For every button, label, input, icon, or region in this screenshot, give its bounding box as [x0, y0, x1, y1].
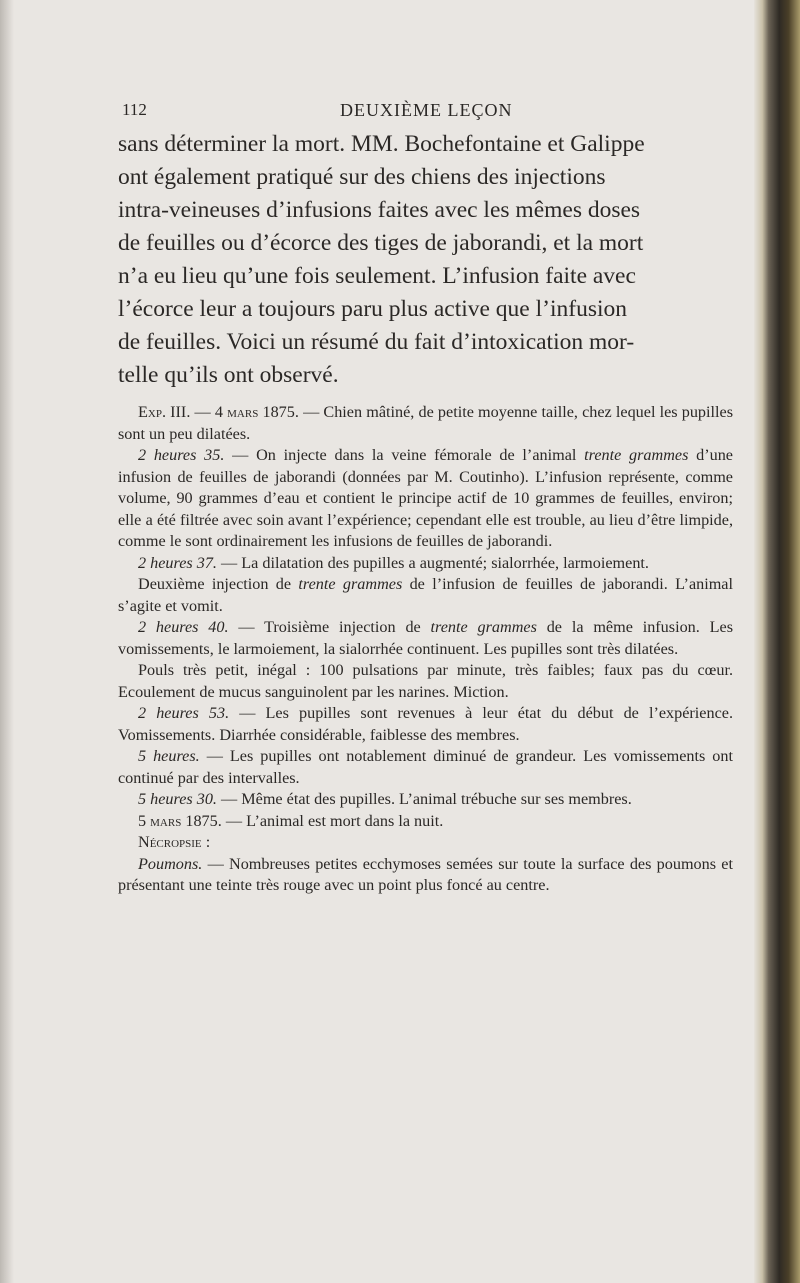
- intro-line: telle qu’ils ont observé.: [118, 362, 339, 388]
- paragraph-text: — Nombreuses petites ecchymoses semées sur toute la surface des poumons et présentant une teinte très rouge avec un point plus foncé au centre.: [118, 854, 733, 894]
- paragraph-text: — Troisième injection de: [228, 618, 431, 636]
- report-paragraph: [118, 617, 733, 660]
- intro-line: de feuilles. Voici un résumé du fait d’intoxication mor-: [118, 329, 635, 355]
- report-paragraph: [118, 660, 733, 703]
- paragraph-text: — Chien mâtiné, de petite moyenne taille, chez lequel les pupilles sont un peu dilatées.: [118, 403, 734, 443]
- emphasis: Poumons.: [138, 854, 203, 873]
- intro-line: n’a eu lieu qu’une fois seulement. L’infusion faite avec: [118, 263, 636, 289]
- intro-line: sans déterminer la mort. MM. Bochefontaine et Galippe: [118, 131, 645, 157]
- report-paragraph: [118, 553, 733, 575]
- report-paragraph: [118, 789, 733, 811]
- page-gutter-shadow: [0, 0, 14, 1283]
- paragraph-text: — Même état des pupilles. L’animal trébuche sur ses membres.: [216, 790, 632, 808]
- paragraph-text: Deuxième injection de: [138, 575, 299, 593]
- paragraph-text: — Les pupilles ont notablement diminué de grandeur. Les vomissements ont continué par des intervalles.: [118, 747, 733, 787]
- time-label: 5 heures 30.: [138, 790, 217, 808]
- running-head: DEUXIÈME LEÇON: [340, 100, 513, 120]
- report-paragraph: [118, 811, 733, 833]
- page-header: [118, 100, 733, 124]
- report-paragraph: [118, 445, 733, 553]
- paragraph-text: Pouls très petit, inégal : 100 pulsations par minute, très faibles; faux pas du cœur. Ecoulement de mucus sanguinolent par les narines. Miction.: [118, 661, 733, 701]
- time-label: 2 heures 35.: [138, 446, 225, 464]
- paragraph-text: — La dilatation des pupilles a augmenté; sialorrhée, larmoiement.: [216, 553, 649, 572]
- paragraph-text: — L’animal est mort dans la nuit.: [221, 811, 444, 830]
- paragraph-text: de l’infusion de feuilles de jaborandi. L’animal s’agite et vomit.: [118, 575, 733, 615]
- intro-line: ont également pratiqué sur des chiens des injections: [118, 164, 606, 190]
- experiment-date: — 4 mars 1875.: [194, 403, 299, 421]
- experiment-report: [118, 402, 733, 897]
- paragraph-text: — On injecte dans la veine fémorale de l’animal: [224, 446, 585, 464]
- paragraph-text: de la même infusion. Les vomissements, le larmoiement, la sialorrhée continuent. Les pupilles sont très dilatées.: [118, 618, 734, 658]
- intro-line: intra-veineuses d’infusions faites avec les mêmes doses: [118, 197, 641, 223]
- emphasis: trente grammes: [430, 618, 537, 636]
- experiment-date: 5 mars 1875.: [138, 811, 222, 830]
- page-number: 112: [122, 100, 147, 119]
- book-page: [118, 100, 733, 897]
- time-label: 5 heures.: [138, 747, 200, 765]
- paragraph-text: — Les pupilles sont revenues à leur état du début de l’expérience. Vomissements. Diarrhée considérable, faiblesse des membres.: [118, 704, 733, 744]
- report-paragraph: [118, 832, 733, 854]
- report-paragraph: [118, 574, 733, 617]
- section-label: Nécropsie :: [138, 833, 211, 851]
- intro-paragraph: [118, 128, 733, 392]
- emphasis: trente grammes: [584, 446, 689, 464]
- book-spine-edge: [754, 0, 800, 1283]
- report-paragraph: [118, 703, 733, 746]
- emphasis: trente grammes: [298, 575, 403, 593]
- time-label: 2 heures 37.: [138, 553, 217, 572]
- intro-line: l’écorce leur a toujours paru plus active que l’infusion: [118, 296, 627, 322]
- report-paragraph: [118, 402, 733, 445]
- report-paragraph: [118, 746, 733, 789]
- experiment-label: Exp. III.: [138, 403, 191, 421]
- time-label: 2 heures 40.: [138, 618, 229, 636]
- paragraph-text: d’une infusion de feuilles de jaborandi (données par M. Coutinho). L’infusion représente, comme volume, 90 grammes d’eau et contient le principe actif de 10 grammes de feuilles, environ; elle a été filtrée avec soin avant l’expérience; cependant elle est trouble, au lieu d’être limpide, comme le sont ordinairement les infusions de feuilles de jaborandi.: [118, 446, 733, 550]
- intro-line: de feuilles ou d’écorce des tiges de jaborandi, et la mort: [118, 230, 644, 256]
- time-label: 2 heures 53.: [138, 704, 230, 722]
- report-paragraph: [118, 854, 733, 897]
